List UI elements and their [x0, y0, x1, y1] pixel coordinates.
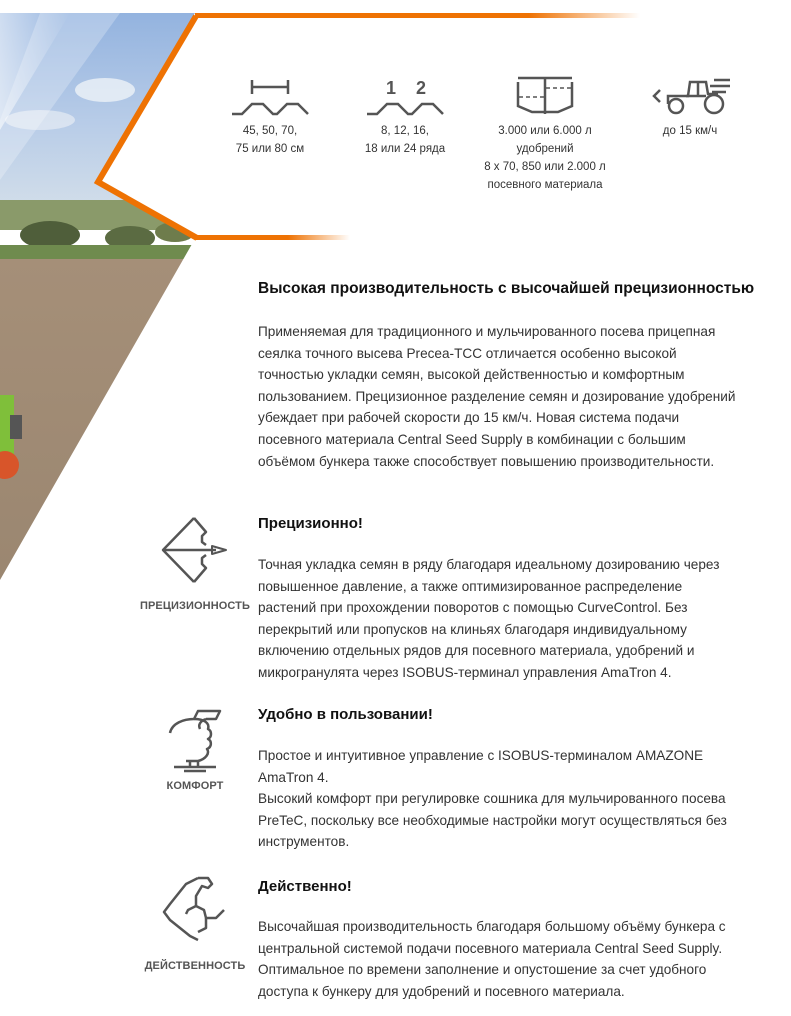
spec-text: 3.000 или 6.000 л удобрений 8 x 70, 850 или 2.000 л посевного материала	[484, 125, 606, 191]
spec-speed	[640, 72, 740, 140]
spec-row-spacing	[215, 72, 325, 158]
orange-frame-top	[195, 13, 640, 18]
feature-body: Высочайшая производительность благодаря большому объёму бункера с центральной системой подачи посевного материала Central Seed Supply. Оптимальное по времени заполнение и опустошение за счет удобного доступа к бункеру для удобрений и посевного материала.	[258, 919, 726, 999]
feature-label: ПРЕЦИЗИОННОСТЬ	[139, 600, 250, 612]
feature-label: ДЕЙСТВЕННОСТЬ	[144, 960, 246, 972]
bow-arrow-icon	[160, 515, 230, 585]
tractor-speed-icon	[648, 72, 732, 116]
hopper-icon	[505, 72, 585, 116]
feature-title: Удобно в пользовании!	[258, 706, 433, 723]
feature-label: КОМФОРТ	[166, 780, 224, 792]
row-spacing-icon	[230, 72, 310, 116]
flexed-arm-icon	[160, 874, 230, 944]
spec-row-count	[350, 72, 460, 158]
spec-hopper	[480, 72, 610, 194]
feature-body: Простое и интуитивное управление с ISOBUS-терминалом AMAZONE AmaTron 4. Высокий комфорт при регулировке сошника для мульчированного посева PreTeC, поскольку все необходимые настройки могут осуществляться без инструментов.	[258, 748, 727, 850]
row-digit-2: 2	[415, 78, 427, 98]
feature-body: Точная укладка семян в ряду благодаря идеальному дозированию через повышенное давление, а также оптимизированное распределение растений при прохождении поворотов с помощью CurveControl. Без перекрытий или пропусков на клиньях благодаря индивидуальному включению отдельных рядов для посевного материала, удобрений и микрогранулята через ISOBUS-терминал управления AmaTron 4.	[258, 557, 720, 680]
spec-text: 8, 12, 16, 18 или 24 ряда	[364, 125, 446, 155]
row-count-icon	[365, 72, 445, 116]
orange-frame-bottom	[195, 235, 350, 240]
spec-text: до 15 км/ч	[662, 125, 718, 137]
hand-joystick-icon	[160, 705, 230, 775]
feature-title: Действенно!	[258, 878, 352, 895]
feature-title: Прецизионно!	[258, 515, 363, 532]
intro-title: Высокая производительность с высочайшей прецизионностью	[258, 280, 755, 297]
spec-text: 45, 50, 70, 75 или 80 см	[235, 125, 305, 155]
row-digit-1: 1	[385, 78, 397, 98]
intro-body: Применяемая для традиционного и мульчированного посева прицепная сеялка точного высева Precea-TCC отличается особенно высокой точностью укладки семян, высокой действенностью и комфортным пользованием. Прецизионное разделение семян и дозирование удобрений убеждает при рабочей скорости до 15 км/ч. Новая система подачи посевного материала Central Seed Supply в комбинации с большим объёмом бункера также способствует повышению производительности.	[258, 324, 736, 469]
